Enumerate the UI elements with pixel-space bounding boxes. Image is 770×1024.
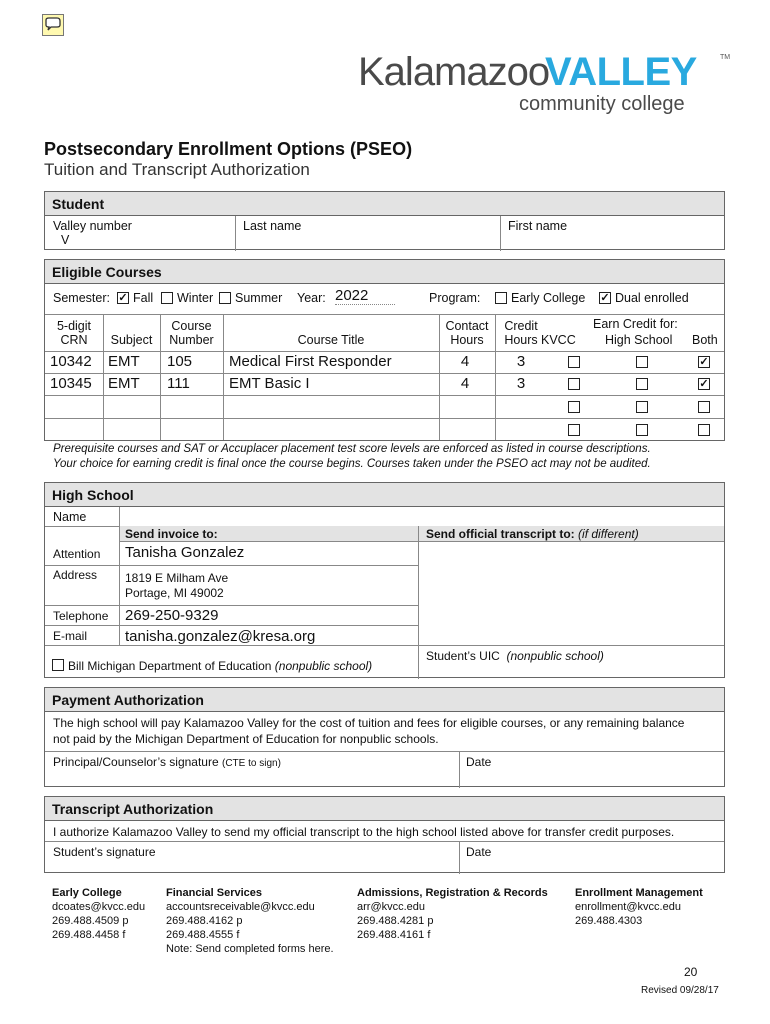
- year-label: Year:: [297, 291, 326, 305]
- address-label: Address: [53, 568, 98, 582]
- high-school-checkbox[interactable]: [636, 424, 648, 436]
- fall-label: Fall: [133, 291, 154, 305]
- title-cell[interactable]: Medical First Responder: [229, 353, 392, 370]
- dual-enrolled-label: Dual enrolled: [615, 291, 689, 305]
- footer-title: Admissions, Registration & Records: [357, 887, 548, 899]
- footer-line: 269.488.4555 f: [166, 929, 240, 941]
- col-kvcc-header: KVCC: [541, 333, 576, 347]
- subject-cell[interactable]: EMT: [108, 353, 140, 370]
- student-heading: Student: [45, 192, 724, 216]
- footer-line: 269.488.4458 f: [52, 929, 126, 941]
- email-field[interactable]: tanisha.gonzalez@kresa.org: [125, 628, 316, 645]
- student-uic-label: Student’s UIC (nonpublic school): [426, 649, 604, 663]
- page-number: 20: [684, 965, 698, 979]
- both-checkbox[interactable]: [698, 401, 710, 413]
- high-school-checkbox[interactable]: [636, 401, 648, 413]
- col-crn-header: 5-digit CRN: [56, 319, 92, 347]
- speech-bubble-icon[interactable]: [42, 14, 64, 36]
- kvcc-checkbox[interactable]: [568, 356, 580, 368]
- footer-contact-financial-services: [166, 886, 334, 956]
- address-line1[interactable]: 1819 E Milham Ave: [125, 571, 229, 585]
- logo-subtitle: community college: [519, 93, 685, 115]
- student-signature-field[interactable]: Student’s signature: [53, 845, 156, 859]
- high-school-heading: High School: [45, 483, 724, 507]
- footer-title: Early College: [52, 887, 122, 899]
- col-number-header: Course Number: [169, 319, 214, 347]
- fall-checkbox[interactable]: ✓: [118, 292, 128, 304]
- kvcc-checkbox[interactable]: [568, 424, 580, 436]
- last-name-field[interactable]: Last name: [243, 219, 302, 233]
- both-checkbox[interactable]: ✓: [699, 378, 709, 390]
- col-high-school-header: High School: [605, 333, 673, 347]
- payment-section: [44, 687, 725, 787]
- send-transcript-label: Send official transcript to: (if different): [426, 527, 639, 541]
- col-both-header: Both: [692, 333, 718, 347]
- summer-checkbox[interactable]: [219, 292, 231, 304]
- winter-label: Winter: [177, 291, 214, 305]
- high-school-checkbox[interactable]: [636, 378, 648, 390]
- valley-number-field[interactable]: V: [61, 233, 70, 247]
- winter-checkbox[interactable]: [161, 292, 173, 304]
- contact-cell[interactable]: 4: [460, 353, 470, 370]
- payment-text-line2: not paid by the Michigan Department of Education for nonpublic schools.: [53, 732, 439, 746]
- transcript-text: I authorize Kalamazoo Valley to send my official transcript to the high school listed above for transfer credit purposes.: [53, 825, 675, 839]
- footer-title: Financial Services: [166, 887, 262, 899]
- payment-date-field[interactable]: Date: [466, 755, 492, 769]
- col-title-header: Course Title: [297, 333, 365, 347]
- footer-contact-admissions: [357, 886, 548, 942]
- early-college-checkbox[interactable]: [495, 292, 507, 304]
- both-checkbox[interactable]: ✓: [699, 356, 709, 368]
- logo-word-valley: VALLEY: [545, 50, 697, 94]
- kvcc-checkbox[interactable]: [568, 378, 580, 390]
- footer-title: Enrollment Management: [575, 887, 703, 899]
- subject-cell[interactable]: EMT: [108, 375, 140, 392]
- program-label: Program:: [429, 291, 481, 305]
- telephone-field[interactable]: 269-250-9329: [125, 607, 219, 624]
- college-logo: [358, 50, 738, 120]
- footer-line: dcoates@kvcc.edu: [52, 901, 146, 913]
- number-cell[interactable]: 105: [167, 353, 193, 370]
- credit-cell[interactable]: 3: [516, 353, 526, 370]
- summer-label: Summer: [235, 291, 283, 305]
- courses-section: [44, 259, 725, 441]
- logo-trademark: TM: [720, 54, 731, 61]
- transcript-section: [44, 796, 725, 873]
- first-name-field[interactable]: First name: [508, 219, 568, 233]
- credit-cell[interactable]: 3: [516, 375, 526, 392]
- footer-contact-enrollment: [575, 886, 703, 928]
- both-checkbox[interactable]: [698, 424, 710, 436]
- contact-cell[interactable]: 4: [460, 375, 470, 392]
- early-college-label: Early College: [511, 291, 586, 305]
- high-school-checkbox[interactable]: [636, 356, 648, 368]
- payment-heading: Payment Authorization: [45, 688, 724, 712]
- col-contact-header: Contact Hours: [445, 319, 489, 347]
- dual-enrolled-checkbox[interactable]: ✓: [600, 292, 610, 304]
- year-field[interactable]: 2022: [335, 287, 395, 305]
- col-credit-header: Credit Hours: [504, 319, 538, 347]
- earn-credit-header: Earn Credit for:: [593, 317, 678, 331]
- footer-line: 269.488.4303: [575, 915, 643, 927]
- footer-line: enrollment@kvcc.edu: [575, 901, 681, 913]
- semester-label: Semester:: [53, 291, 110, 305]
- footer-contact-early-college: [52, 886, 145, 942]
- bill-mde-label: Bill Michigan Department of Education (nonpublic school): [68, 659, 373, 673]
- footer-line: Note: Send completed forms here.: [166, 943, 334, 955]
- prerequisite-note: Prerequisite courses and SAT or Accuplacer placement test score levels are enforced as listed in course descriptions.: [53, 443, 651, 455]
- payment-text-line1: The high school will pay Kalamazoo Valley for the cost of tuition and fees for eligible courses, or any remaining balance: [53, 716, 685, 730]
- number-cell[interactable]: 111: [167, 375, 190, 392]
- transcript-date-field[interactable]: Date: [466, 845, 492, 859]
- high-school-section: [44, 482, 725, 678]
- bill-mde-checkbox[interactable]: [52, 659, 64, 671]
- attention-label: Attention: [53, 547, 101, 561]
- crn-cell[interactable]: 10345: [50, 375, 92, 392]
- send-invoice-label: Send invoice to:: [125, 527, 218, 541]
- email-label: E-mail: [53, 629, 88, 643]
- principal-signature-field[interactable]: Principal/Counselor’s signature (CTE to sign): [53, 755, 281, 769]
- footer-line: 269.488.4161 f: [357, 929, 431, 941]
- kvcc-checkbox[interactable]: [568, 401, 580, 413]
- footer-line: 269.488.4509 p: [52, 915, 129, 927]
- address-line2[interactable]: Portage, MI 49002: [125, 586, 224, 600]
- school-name-label: Name: [53, 510, 87, 524]
- page-subtitle: Tuition and Transcript Authorization: [44, 160, 310, 179]
- revised-date: Revised 09/28/17: [641, 985, 719, 996]
- credit-choice-note: Your choice for earning credit is final once the course begins. Courses taken under the PSEO act may not be audited.: [53, 458, 651, 470]
- attention-field[interactable]: Tanisha Gonzalez: [125, 544, 245, 561]
- title-cell[interactable]: EMT Basic I: [229, 375, 310, 392]
- logo-word-kalamazoo: Kalamazoo: [358, 50, 550, 94]
- page-title: Postsecondary Enrollment Options (PSEO): [44, 139, 413, 159]
- student-section: [44, 191, 725, 250]
- footer-line: accountsreceivable@kvcc.edu: [166, 901, 315, 913]
- valley-number-label: Valley number: [53, 219, 132, 233]
- col-subject-header: Subject: [110, 333, 153, 347]
- footer-line: 269.488.4281 p: [357, 915, 434, 927]
- footer-line: 269.488.4162 p: [166, 915, 243, 927]
- courses-heading: Eligible Courses: [45, 260, 724, 284]
- crn-cell[interactable]: 10342: [50, 353, 92, 370]
- telephone-label: Telephone: [53, 609, 109, 623]
- transcript-heading: Transcript Authorization: [45, 797, 724, 821]
- footer-line: arr@kvcc.edu: [357, 901, 426, 913]
